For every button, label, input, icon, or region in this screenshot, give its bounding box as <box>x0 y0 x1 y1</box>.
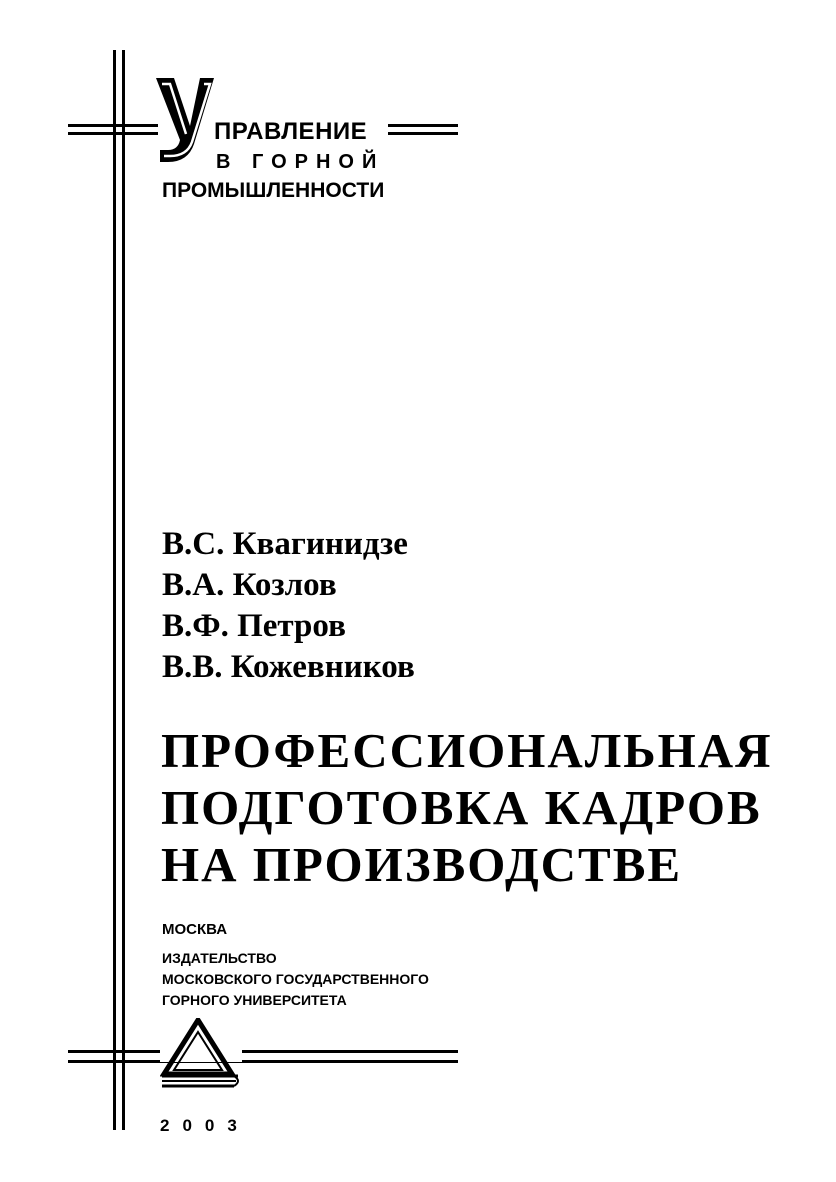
author: В.В. Кожевников <box>162 649 415 685</box>
author: В.Ф. Петров <box>162 608 346 644</box>
series-logo-icon <box>154 74 216 166</box>
bottom-rule-top <box>68 1050 458 1053</box>
series-rule-left-top <box>68 124 158 127</box>
author: В.А. Козлов <box>162 567 337 603</box>
book-title-line: НА ПРОИЗВОДСТВЕ <box>161 837 683 892</box>
author: В.С. Квагинидзе <box>162 526 408 562</box>
series-title-line1: ПРАВЛЕНИЕ <box>214 118 368 145</box>
book-title-line: ПРОФЕССИОНАЛЬНАЯ <box>161 723 773 778</box>
book-title-line: ПОДГОТОВКА КАДРОВ <box>161 780 762 835</box>
bottom-rule-bottom <box>68 1060 458 1063</box>
authors-list <box>162 524 415 688</box>
series-title-line3: ПРОМЫШЛЕННОСТИ <box>162 179 385 202</box>
publisher-name-line: ГОРНОГО УНИВЕРСИТЕТА <box>162 992 347 1008</box>
vertical-rule-right <box>122 50 125 1130</box>
publisher-name <box>162 948 429 1011</box>
series-rule-right-bottom <box>388 132 458 135</box>
publisher-name-line: МОСКОВСКОГО ГОСУДАРСТВЕННОГО <box>162 971 429 987</box>
publisher-name-line: ИЗДАТЕЛЬСТВО <box>162 950 277 966</box>
publisher-logo-icon <box>160 1018 242 1090</box>
series-rule-right-top <box>388 124 458 127</box>
publication-year: 2003 <box>160 1116 250 1135</box>
publisher-city: МОСКВА <box>162 921 228 938</box>
vertical-rule-left <box>113 50 116 1130</box>
series-rule-left-bottom <box>68 132 158 135</box>
book-title <box>161 722 773 893</box>
series-title-line2: В ГОРНОЙ <box>216 151 385 173</box>
